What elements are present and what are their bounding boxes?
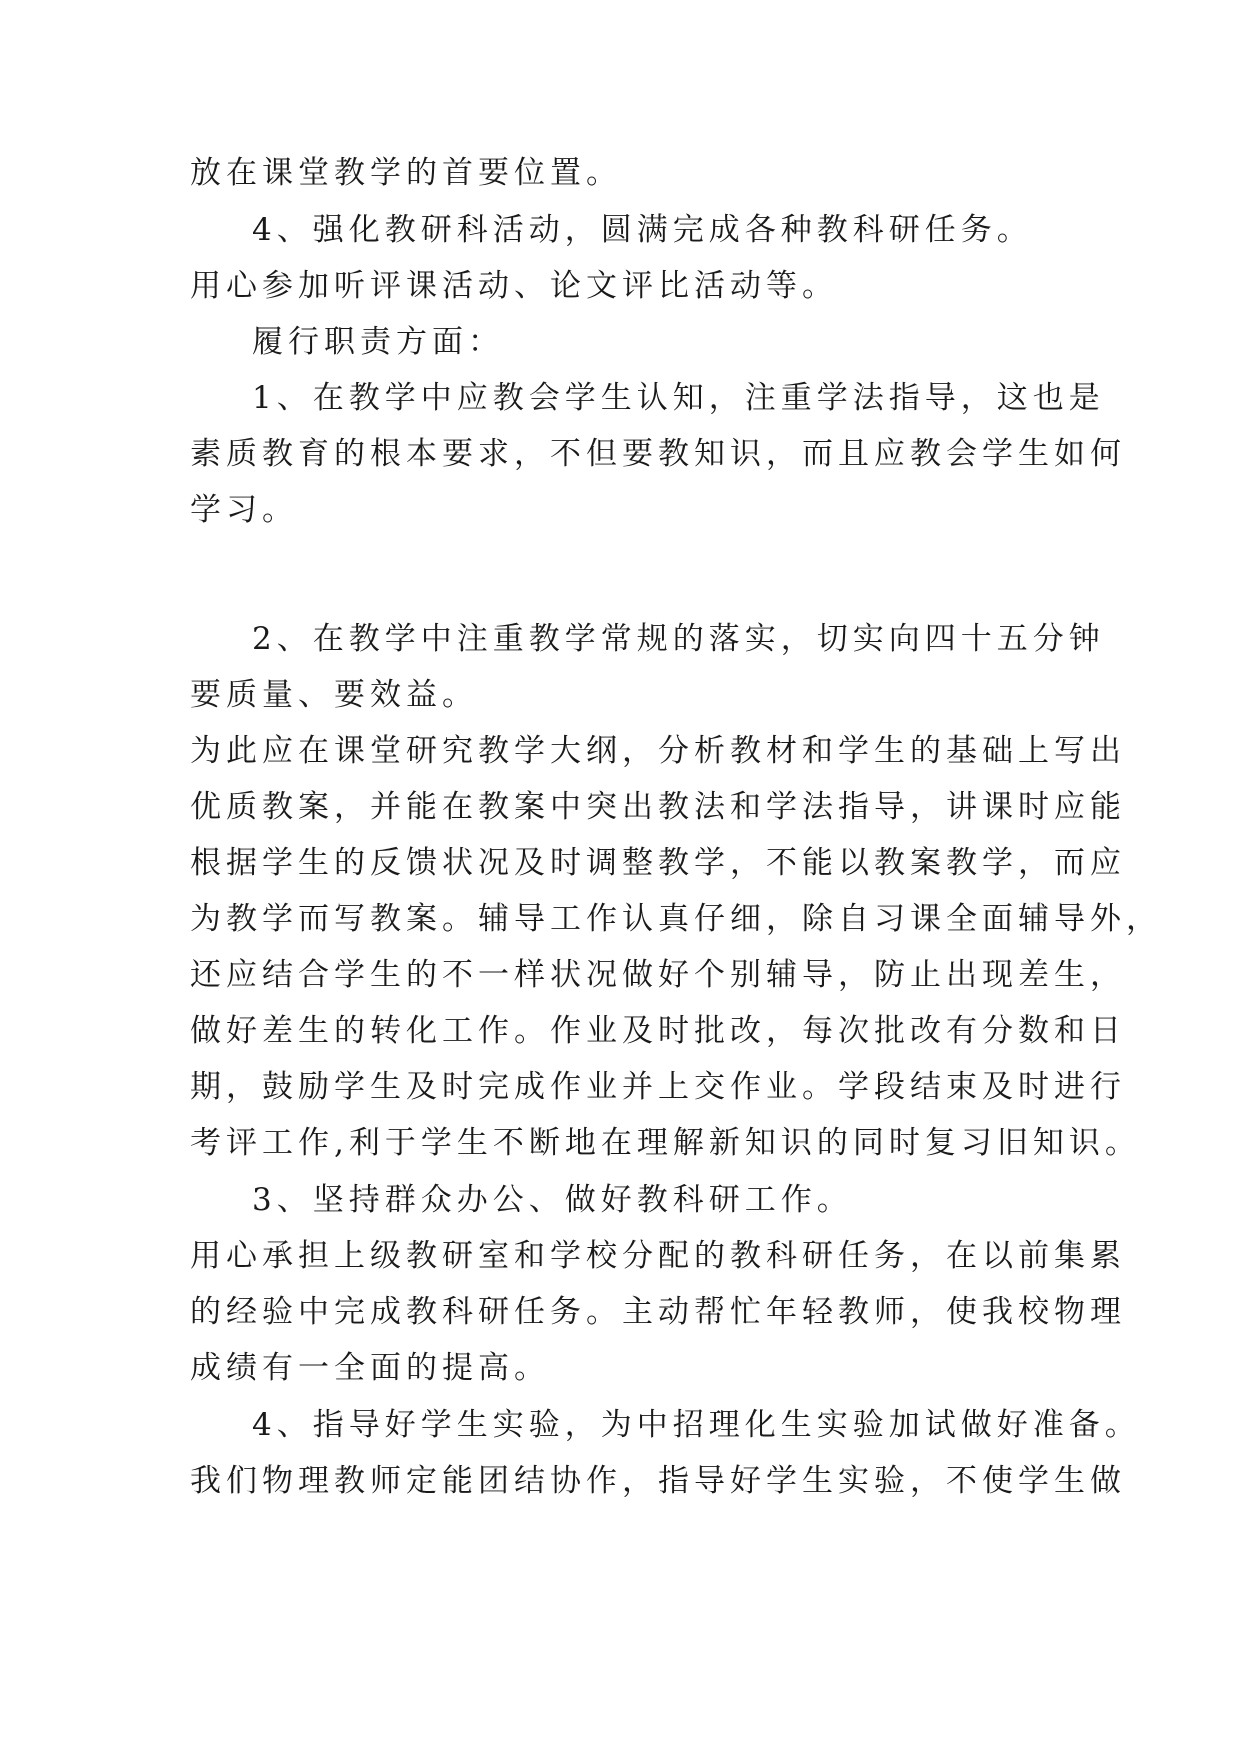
- text-line: 为教学而写教案。辅导工作认真仔细，除自习课全面辅导外，: [190, 901, 1162, 937]
- text-line: 4、指导好学生实验，为中招理化生实验加试做好准备。: [252, 1407, 1141, 1443]
- text-line: 为此应在课堂研究教学大纲，分析教材和学生的基础上写出: [190, 733, 1126, 769]
- text-line: 1、在教学中应教会学生认知，注重学法指导，这也是: [252, 380, 1105, 416]
- text-line: 放在课堂教学的首要位置。: [190, 155, 622, 191]
- text-line: 期，鼓励学生及时完成作业并上交作业。学段结束及时进行: [190, 1069, 1126, 1105]
- text-line: 要质量、要效益。: [190, 677, 478, 713]
- text-line: 成绩有一全面的提高。: [190, 1350, 550, 1386]
- text-line: 的经验中完成教科研任务。主动帮忙年轻教师，使我校物理: [190, 1294, 1126, 1330]
- text-line: 2、在教学中注重教学常规的落实，切实向四十五分钟: [252, 621, 1105, 657]
- text-line: 根据学生的反馈状况及时调整教学，不能以教案教学，而应: [190, 845, 1126, 881]
- text-line: 素质教育的根本要求，不但要教知识，而且应教会学生如何: [190, 436, 1126, 472]
- text-line: 学习。: [190, 492, 298, 528]
- text-line: 还应结合学生的不一样状况做好个别辅导，防止出现差生，: [190, 957, 1126, 993]
- text-line: 用心承担上级教研室和学校分配的教科研任务，在以前集累: [190, 1238, 1126, 1274]
- text-line: 优质教案，并能在教案中突出教法和学法指导，讲课时应能: [190, 789, 1126, 825]
- text-line: 4、强化教研科活动，圆满完成各种教科研任务。: [252, 212, 1033, 248]
- text-line: 用心参加听评课活动、论文评比活动等。: [190, 268, 838, 304]
- text-line: 做好差生的转化工作。作业及时批改，每次批改有分数和日: [190, 1013, 1126, 1049]
- text-line: 3、坚持群众办公、做好教科研工作。: [252, 1182, 853, 1218]
- text-line: 考评工作,利于学生不断地在理解新知识的同时复习旧知识。: [190, 1125, 1141, 1161]
- text-line: 我们物理教师定能团结协作，指导好学生实验，不使学生做: [190, 1463, 1126, 1499]
- text-line: 履行职责方面：: [252, 324, 504, 360]
